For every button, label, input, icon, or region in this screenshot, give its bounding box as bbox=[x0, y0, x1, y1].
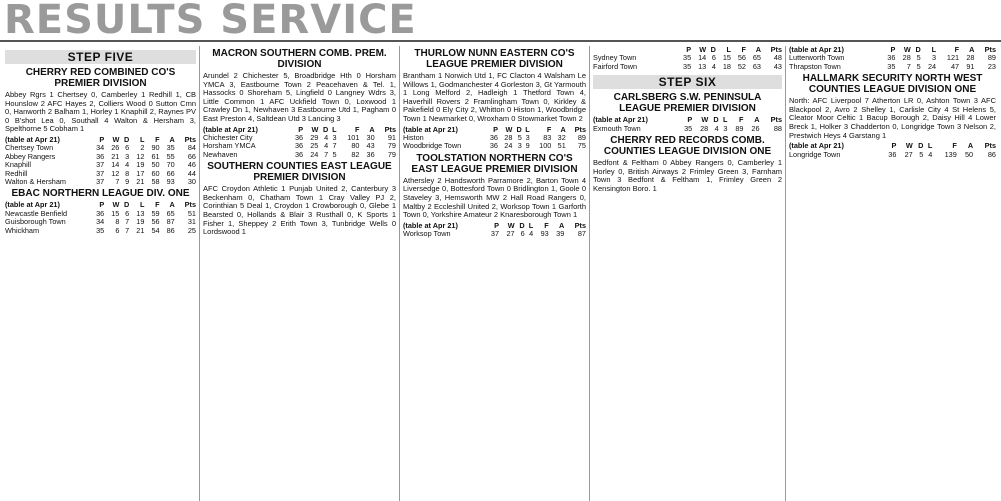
team-name: Sydney Town bbox=[593, 54, 637, 63]
stat-cell: 34 bbox=[96, 143, 105, 153]
stat-cell: 3 bbox=[517, 141, 522, 151]
team-name: Exmouth Town bbox=[593, 124, 641, 133]
stat-cell: 86 bbox=[987, 149, 996, 159]
stat-cell: 89 bbox=[577, 132, 586, 142]
stat-cell: 13 bbox=[698, 61, 707, 71]
stat-cell: 36 bbox=[96, 208, 105, 218]
stat-cell: 25 bbox=[187, 225, 196, 235]
column-header: L bbox=[332, 124, 337, 134]
column-header: P bbox=[494, 220, 500, 230]
stat-cell: 21 bbox=[136, 177, 145, 186]
team-name: Guisborough Town bbox=[5, 218, 66, 227]
stat-cell: 4 bbox=[324, 132, 329, 142]
results-paragraph: Abbey Rgrs 1 Chertsey 0, Camberley 1 Redhill 1, CB Hounslow 2 AFC Hayes 2, Colliers Wood 0 Sutton Cmn 0, Hanworth 2 Balham 1, Horley 1 Knaphill 2, Raynes PV 0 B'shot Lea 0, Southall 4 Walton & Hersham 3, Spelthorne 5 Cobham 1 bbox=[5, 90, 196, 134]
stat-cell: 86 bbox=[166, 225, 175, 235]
column-header: A bbox=[754, 115, 760, 125]
stat-cell: 36 bbox=[489, 141, 498, 151]
stat-cell: 36 bbox=[887, 53, 896, 63]
stat-cell: 7 bbox=[125, 217, 130, 227]
column-header: L bbox=[722, 115, 728, 125]
stat-cell: 59 bbox=[151, 208, 160, 218]
stat-cell: 58 bbox=[151, 177, 160, 186]
stat-cell: 5 bbox=[916, 53, 921, 63]
team-name: Longridge Town bbox=[789, 150, 841, 159]
column-header: F bbox=[739, 115, 744, 125]
stat-cell: 12 bbox=[111, 168, 120, 178]
stat-cell: 30 bbox=[366, 132, 375, 142]
stat-cell: 4 bbox=[711, 61, 716, 71]
division-heading: HALLMARK SECURITY NORTH WEST COUNTIES LEAGUE DIVISION ONE bbox=[802, 73, 983, 96]
stat-cell: 37 bbox=[96, 177, 105, 186]
stat-cell: 83 bbox=[543, 132, 552, 142]
page-title: RESULTS SERVICE bbox=[4, 0, 417, 43]
stat-cell: 12 bbox=[136, 151, 145, 161]
division-heading: SOUTHERN COUNTIES EAST LEAGUE PREMIER DIVISION bbox=[207, 161, 392, 184]
stat-cell: 3 bbox=[332, 132, 337, 142]
results-paragraph: AFC Croydon Athletic 1 Punjab United 2, Canterbury 3 Beckenham 0, Chatham Town 1 Cray Valley PJ 2, Corinthian 5 Deal 1, Croydon 1 Crowborough 0, Glebe 1 Bearsted 0, Hollands & Blair 3 Rusthall 0, K Sports 1 Fisher 1, Sheppey 2 Erith Town 3, Tunbridge Wells 0 Lordswood 1 bbox=[203, 184, 396, 237]
stat-cell: 14 bbox=[111, 160, 120, 170]
column-header: D bbox=[713, 115, 719, 125]
column-header: D bbox=[322, 124, 329, 134]
stat-cell: 44 bbox=[187, 168, 196, 178]
stat-cell: 51 bbox=[557, 141, 566, 151]
stat-cell: 93 bbox=[540, 229, 549, 239]
stat-cell: 7 bbox=[115, 177, 120, 186]
stat-cell: 54 bbox=[151, 225, 160, 235]
column-header: L bbox=[139, 134, 145, 144]
stat-cell: 87 bbox=[577, 229, 586, 239]
stat-cell: 35 bbox=[683, 61, 692, 71]
stat-cell: 36 bbox=[295, 132, 304, 142]
column-header: L bbox=[726, 46, 731, 54]
division-heading: TOOLSTATION NORTHERN CO'S EAST LEAGUE PREMIER DIVISION bbox=[411, 152, 578, 175]
column-header: P bbox=[686, 46, 692, 54]
stat-cell: 46 bbox=[187, 160, 196, 170]
stat-cell: 50 bbox=[965, 149, 974, 159]
column-header: L bbox=[528, 220, 534, 230]
stat-cell: 89 bbox=[987, 53, 996, 63]
column-header: D bbox=[710, 46, 716, 54]
stat-cell: 8 bbox=[115, 217, 120, 227]
stat-cell: 14 bbox=[698, 53, 707, 63]
stat-cell: 3 bbox=[125, 151, 130, 161]
team-name: Newhaven bbox=[203, 150, 238, 159]
table-row bbox=[789, 63, 996, 71]
column-header: Pts bbox=[574, 124, 586, 134]
stat-cell: 4 bbox=[324, 141, 329, 151]
column-header: (table at Apr 21) bbox=[789, 46, 844, 54]
stat-cell: 28 bbox=[504, 132, 513, 142]
league-table bbox=[593, 46, 782, 71]
results-paragraph: Bedfont & Feltham 0 Abbey Rangers 0, Camberley 1 Horley 0, British Airways 2 Frimley Green 3, Farnham Town 3 Bedfont & Feltham 1, Frimley Green 2 Kensington Boro. 1 bbox=[593, 158, 782, 193]
column-header: D bbox=[123, 134, 130, 144]
stat-cell: 13 bbox=[136, 208, 145, 218]
column-header: (table at Apr 21) bbox=[789, 142, 844, 151]
stat-cell: 60 bbox=[151, 168, 160, 178]
column-header: P bbox=[890, 46, 896, 54]
league-table bbox=[5, 136, 196, 186]
column-header: D bbox=[123, 200, 130, 210]
stat-cell: 23 bbox=[987, 61, 996, 71]
column-header: W bbox=[701, 115, 709, 125]
stat-cell: 35 bbox=[166, 143, 175, 153]
table-row bbox=[593, 125, 782, 133]
column-header: Pts bbox=[770, 115, 782, 125]
stat-cell: 79 bbox=[387, 141, 396, 151]
stat-cell: 35 bbox=[683, 53, 692, 63]
results-paragraph: Arundel 2 Chichester 5, Broadbridge Hth 0 Horsham YMCA 3, Eastbourne Town 2 Peacehaven & Tel. 1, Hassocks 0 Shoreham 5, Lingfield 0 Langney Wdrs 3, Little Common 1 AFC Uckfield Town 0, Loxwood 1 Crawley Dn 1, Newhaven 3 Eastbourne Utd 1, Pagham 0 East Preston 4, Saltdean Utd 3 Lancing 3 bbox=[203, 71, 396, 123]
step-banner: STEP SIX bbox=[593, 75, 782, 89]
column-header bbox=[593, 46, 676, 54]
stat-cell: 28 bbox=[966, 53, 975, 63]
stat-cell: 56 bbox=[151, 217, 160, 227]
league-table bbox=[5, 201, 196, 235]
column-header: Pts bbox=[984, 141, 996, 151]
league-table bbox=[593, 116, 782, 133]
column-header: (table at Apr 21) bbox=[5, 201, 60, 210]
column-header: W bbox=[505, 124, 513, 134]
division-heading: CARLSBERG S.W. PENINSULA LEAGUE PREMIER DIVISION bbox=[613, 92, 762, 115]
stat-cell: 28 bbox=[902, 53, 911, 63]
column-header: Pts bbox=[574, 220, 586, 230]
stat-cell: 21 bbox=[111, 151, 120, 161]
column-header: Pts bbox=[184, 200, 196, 210]
stat-cell: 4 bbox=[529, 229, 534, 239]
stat-cell: 34 bbox=[96, 217, 105, 227]
league-table bbox=[403, 126, 586, 151]
column-header: P bbox=[493, 124, 498, 134]
column-header: F bbox=[741, 46, 746, 54]
division-heading: CHERRY RED COMBINED CO'S PREMIER DIVISION bbox=[25, 67, 176, 89]
stat-cell: 79 bbox=[387, 149, 396, 159]
stat-cell: 65 bbox=[166, 208, 175, 218]
division-heading: THURLOW NUNN EASTERN CO'S LEAGUE PREMIER DIVISION bbox=[414, 48, 575, 70]
stat-cell: 24 bbox=[504, 141, 513, 151]
column-header: L bbox=[525, 124, 530, 134]
results-column bbox=[590, 46, 786, 501]
stat-cell: 35 bbox=[684, 123, 693, 133]
stat-cell: 65 bbox=[752, 53, 761, 63]
stat-cell: 26 bbox=[111, 143, 120, 153]
stat-cell: 17 bbox=[136, 168, 145, 178]
stat-cell: 36 bbox=[489, 132, 498, 142]
stat-cell: 100 bbox=[539, 141, 552, 151]
table-row bbox=[5, 178, 196, 186]
table-row bbox=[203, 151, 396, 159]
division-heading: MACRON SOUTHERN COMB. PREM. DIVISION bbox=[212, 48, 387, 70]
stat-cell: 15 bbox=[722, 53, 731, 63]
team-name: Redhill bbox=[5, 169, 28, 178]
column-header: A bbox=[969, 46, 975, 54]
stat-cell: 37 bbox=[96, 168, 105, 178]
column-header: D bbox=[915, 46, 921, 54]
stat-cell: 6 bbox=[125, 143, 130, 153]
stat-cell: 36 bbox=[366, 149, 375, 159]
stat-cell: 28 bbox=[700, 123, 709, 133]
stat-cell: 24 bbox=[927, 61, 937, 71]
stat-cell: 37 bbox=[490, 229, 500, 239]
column-header: A bbox=[560, 124, 566, 134]
column-header: W bbox=[112, 134, 120, 144]
stat-cell: 89 bbox=[735, 123, 744, 133]
stat-cell: 75 bbox=[577, 141, 586, 151]
column-header: P bbox=[99, 200, 105, 210]
stat-cell: 2 bbox=[140, 143, 145, 153]
league-table bbox=[789, 46, 996, 71]
stat-cell: 101 bbox=[347, 132, 360, 142]
stat-cell: 37 bbox=[96, 160, 105, 170]
stat-cell: 52 bbox=[737, 61, 746, 71]
column-header: A bbox=[558, 220, 565, 230]
stat-cell: 8 bbox=[125, 168, 130, 178]
stat-cell: 5 bbox=[916, 61, 921, 71]
stat-cell: 35 bbox=[887, 61, 896, 71]
stat-cell: 93 bbox=[166, 177, 175, 186]
column-header: F bbox=[952, 141, 957, 151]
stat-cell: 21 bbox=[136, 225, 145, 235]
stat-cell: 63 bbox=[752, 61, 761, 71]
stat-cell: 31 bbox=[187, 217, 196, 227]
stat-cell: 25 bbox=[310, 141, 319, 151]
column-header: P bbox=[99, 134, 105, 144]
results-column bbox=[200, 46, 400, 501]
stat-cell: 5 bbox=[332, 149, 337, 159]
team-name: Newcastle Benfield bbox=[5, 209, 68, 218]
league-table bbox=[789, 142, 996, 159]
stat-cell: 5 bbox=[517, 132, 522, 142]
column-header: F bbox=[155, 134, 160, 144]
stat-cell: 47 bbox=[950, 61, 960, 71]
team-name: Horsham YMCA bbox=[203, 142, 256, 151]
column-header: A bbox=[169, 134, 175, 144]
column-header: A bbox=[169, 200, 175, 210]
team-name: Whickham bbox=[5, 226, 40, 235]
stat-cell: 6 bbox=[115, 225, 120, 235]
stat-cell: 27 bbox=[506, 229, 515, 239]
stat-cell: 6 bbox=[520, 229, 525, 239]
stat-cell: 56 bbox=[737, 53, 746, 63]
stat-cell: 3 bbox=[723, 123, 728, 133]
column-header: A bbox=[967, 141, 974, 151]
stat-cell: 9 bbox=[125, 177, 130, 186]
stat-cell: 91 bbox=[966, 61, 975, 71]
team-name: Thrapston Town bbox=[789, 62, 841, 71]
column-header: F bbox=[954, 46, 960, 54]
step-banner: STEP FIVE bbox=[5, 50, 196, 64]
column-header: A bbox=[755, 46, 761, 54]
column-header: W bbox=[112, 200, 120, 210]
stat-cell: 4 bbox=[928, 149, 933, 159]
stat-cell: 19 bbox=[136, 160, 145, 170]
table-row bbox=[403, 142, 586, 150]
stat-cell: 32 bbox=[557, 132, 566, 142]
column-header: Pts bbox=[184, 134, 196, 144]
column-header: W bbox=[699, 46, 707, 54]
column-header: W bbox=[903, 46, 911, 54]
stat-cell: 4 bbox=[714, 123, 719, 133]
stat-cell: 121 bbox=[946, 53, 960, 63]
stat-cell: 24 bbox=[310, 149, 319, 159]
stat-cell: 90 bbox=[151, 143, 160, 153]
stat-cell: 7 bbox=[125, 225, 130, 235]
masthead bbox=[0, 0, 1001, 42]
column-header: L bbox=[927, 141, 933, 151]
team-name: Abbey Rangers bbox=[5, 152, 56, 161]
results-column bbox=[400, 46, 590, 501]
stat-cell: 7 bbox=[332, 141, 337, 151]
column-header: Pts bbox=[384, 124, 396, 134]
league-table bbox=[203, 126, 396, 160]
results-column bbox=[786, 46, 999, 501]
team-name: Lutterworth Town bbox=[789, 54, 845, 63]
stat-cell: 139 bbox=[944, 149, 957, 159]
stat-cell: 3 bbox=[932, 53, 937, 63]
stat-cell: 36 bbox=[295, 141, 304, 151]
table-row bbox=[403, 230, 586, 238]
team-name: Woodbridge Town bbox=[403, 142, 462, 151]
column-header: L bbox=[931, 46, 937, 54]
column-header: P bbox=[687, 115, 693, 125]
stat-cell: 4 bbox=[125, 160, 130, 170]
stat-cell: 91 bbox=[387, 132, 396, 142]
table-row bbox=[789, 151, 996, 159]
table-row bbox=[593, 63, 782, 71]
stat-cell: 70 bbox=[166, 160, 175, 170]
stat-cell: 43 bbox=[773, 61, 782, 71]
team-name: Knaphill bbox=[5, 161, 31, 170]
stat-cell: 82 bbox=[351, 149, 360, 159]
column-header: (table at Apr 21) bbox=[403, 221, 458, 230]
column-header: F bbox=[354, 124, 360, 134]
column-header: F bbox=[544, 220, 549, 230]
column-header: D bbox=[918, 141, 924, 151]
column-header: F bbox=[155, 200, 160, 210]
column-header: (table at Apr 21) bbox=[403, 125, 458, 134]
column-header: (table at Apr 21) bbox=[593, 116, 648, 125]
team-name: Worksop Town bbox=[403, 230, 451, 239]
stat-cell: 87 bbox=[166, 217, 175, 227]
column-header: Pts bbox=[770, 46, 782, 54]
stat-cell: 39 bbox=[556, 229, 565, 239]
stat-cell: 88 bbox=[773, 123, 782, 133]
stat-cell: 66 bbox=[166, 168, 175, 178]
stat-cell: 9 bbox=[525, 141, 530, 151]
team-name: Histon bbox=[403, 133, 424, 142]
column-header: W bbox=[507, 220, 515, 230]
stat-cell: 6 bbox=[125, 208, 130, 218]
stat-cell: 7 bbox=[906, 61, 911, 71]
stat-cell: 6 bbox=[711, 53, 716, 63]
stat-cell: 36 bbox=[295, 149, 304, 159]
column-header: D bbox=[519, 220, 525, 230]
column-header: D bbox=[516, 124, 522, 134]
stat-cell: 84 bbox=[187, 143, 196, 153]
stat-cell: 27 bbox=[904, 149, 913, 159]
stat-cell: 15 bbox=[111, 208, 120, 218]
stat-cell: 50 bbox=[151, 160, 160, 170]
results-column bbox=[2, 46, 200, 501]
column-header: W bbox=[311, 124, 319, 134]
stat-cell: 29 bbox=[310, 132, 319, 142]
column-header: P bbox=[891, 141, 897, 151]
stat-cell: 36 bbox=[96, 151, 105, 161]
table-row bbox=[5, 227, 196, 235]
division-heading: EBAC NORTHERN LEAGUE DIV. ONE bbox=[11, 188, 190, 200]
results-paragraph: Brantham 1 Norwich Utd 1, FC Clacton 4 Walsham Le Willows 1, Godmanchester 4 Gorleston 3, Gt Yarmouth 1 Long Melford 2, Hadleigh 1 Thetford Town 4, Haverhill Rovers 2 Framlingham Town 0, Kirkley & Pakefield 0 Ely City 2, Whitton 0 Histon 1, Woodbridge Town 1 Newmarket 0, Wroxham 0 Stowmarket Town 2 bbox=[403, 71, 586, 123]
stat-cell: 80 bbox=[351, 141, 360, 151]
column-header: L bbox=[139, 200, 145, 210]
column-header: (table at Apr 21) bbox=[203, 125, 258, 134]
division-heading: CHERRY RED RECORDS COMB. COUNTIES LEAGUE DIVISION ONE bbox=[603, 135, 772, 158]
stat-cell: 5 bbox=[919, 149, 924, 159]
column-header: P bbox=[298, 124, 304, 134]
team-name: Chichester City bbox=[203, 133, 253, 142]
column-header: Pts bbox=[984, 46, 996, 54]
results-paragraph: Athersley 2 Handsworth Parramore 2, Barton Town 4 Liversedge 0, Bottesford Town 0 Bridlington 1, Goole 0 Staveley 3, Hemsworth MW 2 Hall Road Rangers 0, Maltby 2 Eccleshill United 2, Worksop Town 1 Garforth Town 0, Yorkshire Amateur 2 Knaresborough Town 1 bbox=[403, 175, 586, 220]
stat-cell: 66 bbox=[187, 151, 196, 161]
team-name: Chertsey Town bbox=[5, 144, 54, 153]
stat-cell: 19 bbox=[136, 217, 145, 227]
league-table bbox=[403, 222, 586, 239]
stat-cell: 55 bbox=[166, 151, 175, 161]
results-paragraph: North: AFC Liverpool 7 Atherton LR 0, Ashton Town 3 AFC Blackpool 2, Avro 2 Shelley 1, Carlisle City 4 St Helens 5, Cleator Moor Celtic 1 Bacup Borough 2, Daisy Hill 4 Lower Breck 1, Holker 3 Chadderton 0, Longridge Town 3 Nelson 2, Prestwich Heys 4 Garstang 1 bbox=[789, 96, 996, 140]
stat-cell: 61 bbox=[151, 151, 160, 161]
stat-cell: 51 bbox=[187, 208, 196, 218]
stat-cell: 35 bbox=[96, 225, 105, 235]
column-header: F bbox=[546, 124, 552, 134]
stat-cell: 30 bbox=[187, 177, 196, 186]
stat-cell: 7 bbox=[324, 149, 329, 159]
results-columns bbox=[2, 46, 999, 501]
column-header: (table at Apr 21) bbox=[5, 135, 60, 144]
column-header: A bbox=[369, 124, 375, 134]
stat-cell: 43 bbox=[366, 141, 375, 151]
team-name: Fairford Town bbox=[593, 62, 638, 71]
column-header: W bbox=[905, 141, 913, 151]
team-name: Walton & Hersham bbox=[5, 178, 66, 186]
stat-cell: 48 bbox=[773, 53, 782, 63]
stat-cell: 3 bbox=[525, 132, 530, 142]
stat-cell: 26 bbox=[751, 123, 760, 133]
stat-cell: 18 bbox=[722, 61, 731, 71]
stat-cell: 36 bbox=[888, 149, 897, 159]
